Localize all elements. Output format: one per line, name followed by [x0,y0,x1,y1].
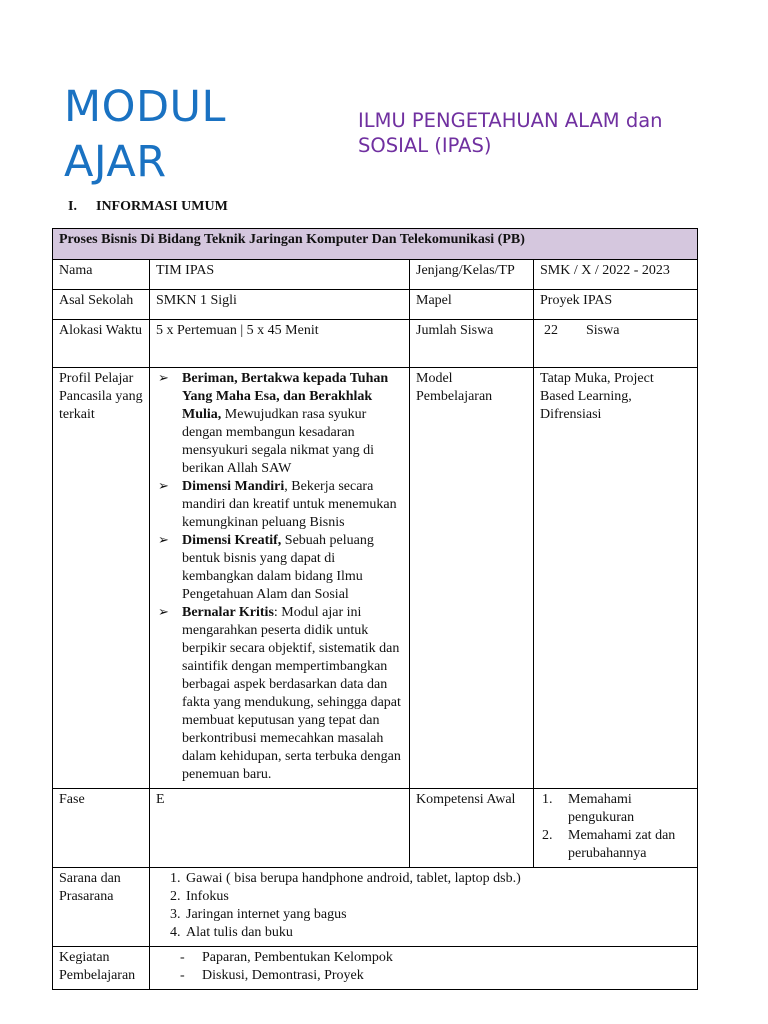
list-item [158,478,403,532]
arrow-bullet-icon: ➢ [158,533,169,548]
kompetensi-list-cell [534,789,698,868]
dash-bullet: - [180,968,185,983]
profil-label: Profil Pelajar Pancasila yang terkait [53,368,150,789]
sarana-list-cell [150,868,698,947]
model-label: Model Pembelajaran [410,368,534,789]
table-row [53,947,698,990]
list-item [158,370,403,478]
jumlah-siswa-label: Jumlah Siswa [410,320,534,368]
sarana-item-text: Gawai ( bisa berupa handphone android, tablet, laptop dsb.) [186,871,521,886]
section-label: INFORMASI UMUM [96,199,228,214]
sarana-item-text: Alat tulis dan buku [186,925,293,940]
kompetensi-item-text: Memahami pengukuran [568,792,635,825]
table-row [53,320,698,368]
profil-list-cell [150,368,410,789]
profil-item-bold: Beriman, Bertakwa kepada Tuhan Yang Maha Esa, dan Berakhlak Mulia, [182,371,389,422]
section-heading [68,199,228,215]
alokasi-label: Alokasi Waktu [53,320,150,368]
table-header: Proses Bisnis Di Bidang Teknik Jaringan Komputer Dan Telekomunikasi (PB) [53,229,698,260]
list-item [158,604,403,784]
sarana-list [156,870,691,942]
profil-item-text: Mewujudkan rasa syukur dengan membangun kesadaran mensyukuri segala nikmat yang di berikan Allah SAW [182,407,375,476]
profil-item-text: : Modul ajar ini mengarahkan peserta didik untuk berpikir secara objektif, sistematik dan saintifik dengan mempertimbangkan berbagai aspek berdasarkan data dan fakta yang mendukung, sehingga dapat membuat keputusan yang tepat dan berkontribusi memecahkan masalah dalam kehidupan, serta terbuka dengan penemuan baru. [182,605,401,782]
alokasi-value: 5 x Pertemuan | 5 x 45 Menit [150,320,410,368]
jumlah-siswa-count: 22 [544,323,558,338]
sekolah-label: Asal Sekolah [53,290,150,320]
jenjang-value: SMK / X / 2022 - 2023 [534,260,698,290]
list-item [170,870,691,888]
sarana-label: Sarana dan Prasarana [53,868,150,947]
table-row [53,368,698,789]
kompetensi-label: Kompetensi Awal [410,789,534,868]
list-item [180,967,691,985]
section-number: I. [68,199,77,214]
kegiatan-item-text: Diskusi, Demontrasi, Proyek [202,968,364,983]
profil-list [156,370,403,784]
list-number: 1. [542,792,553,807]
table-row [53,260,698,290]
table-row [53,789,698,868]
mapel-label: Mapel [410,290,534,320]
nama-label: Nama [53,260,150,290]
jumlah-siswa-unit: Siswa [586,323,620,338]
fase-value: E [150,789,410,868]
list-item [158,532,403,604]
sekolah-value: SMKN 1 Sigli [150,290,410,320]
model-value: Tatap Muka, Project Based Learning, Difrensiasi [534,368,698,789]
profil-item-text: , Bekerja secara mandiri dan kreatif untuk menemukan kemungkinan peluang Bisnis [182,479,397,530]
kegiatan-item-text: Paparan, Pembentukan Kelompok [202,950,393,965]
list-item [170,888,691,906]
arrow-bullet-icon: ➢ [158,371,169,386]
list-item [542,827,691,863]
table-row [53,868,698,947]
general-info-table [52,228,698,990]
document-title: MODUL AJAR [64,82,226,187]
table-header-row [53,229,698,260]
list-item [542,791,691,827]
list-number: 2. [170,889,181,904]
list-number: 3. [170,907,181,922]
list-item [180,949,691,967]
profil-item-bold: Dimensi Kreatif, [182,533,282,548]
list-number: 2. [542,828,553,843]
subject-title: ILMU PENGETAHUAN ALAM dan SOSIAL (IPAS) [358,109,663,157]
mapel-value: Proyek IPAS [534,290,698,320]
profil-item-text: Sebuah peluang bentuk bisnis yang dapat di kembangkan dalam bidang Ilmu Pengetahuan Alam dan Sosial [182,533,374,602]
list-number: 1. [170,871,181,886]
list-item [170,924,691,942]
kegiatan-list-cell [150,947,698,990]
arrow-bullet-icon: ➢ [158,605,169,620]
kegiatan-list [156,949,691,985]
sarana-item-text: Jaringan internet yang bagus [186,907,347,922]
list-item [170,906,691,924]
fase-label: Fase [53,789,150,868]
kompetensi-item-text: Memahami zat dan perubahannya [568,828,676,861]
kegiatan-label: Kegiatan Pembelajaran [53,947,150,990]
jumlah-siswa-value [534,320,698,368]
sarana-item-text: Infokus [186,889,229,904]
table-row [53,290,698,320]
profil-item-bold: Bernalar Kritis [182,605,274,620]
list-number: 4. [170,925,181,940]
nama-value: TIM IPAS [150,260,410,290]
arrow-bullet-icon: ➢ [158,479,169,494]
dash-bullet: - [180,950,185,965]
profil-item-bold: Dimensi Mandiri [182,479,285,494]
jenjang-label: Jenjang/Kelas/TP [410,260,534,290]
kompetensi-list [540,791,691,863]
